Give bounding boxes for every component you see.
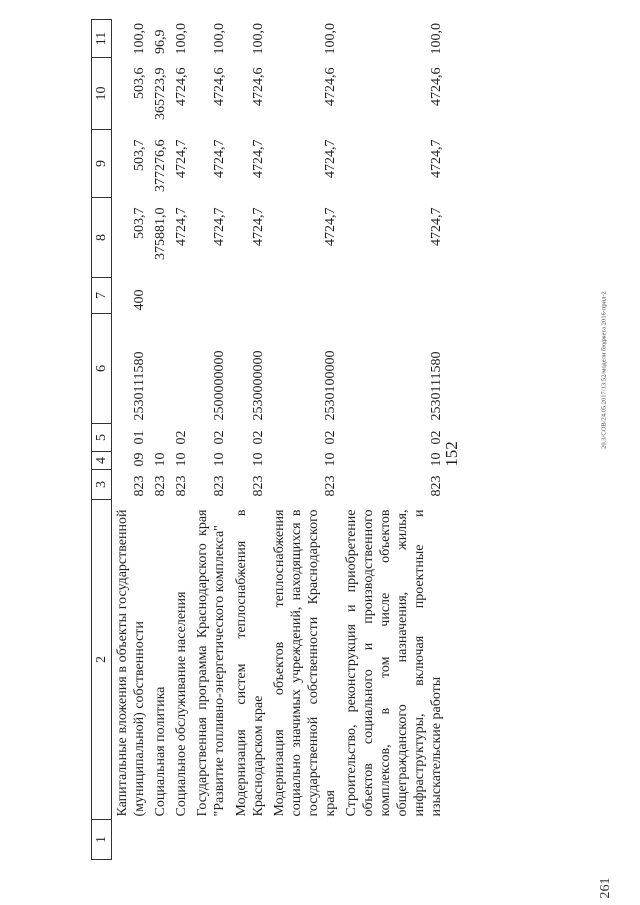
- cell-c8: 503,7: [132, 207, 148, 239]
- cell-c4: 10: [429, 452, 445, 467]
- cell-c3: 823: [322, 475, 338, 497]
- cell-c5: 02: [174, 430, 190, 445]
- footer-code: 20.3/СОВ/24.05.2017/13:52/модели бюджета 2016-прил-2: [600, 291, 608, 449]
- cell-c7: 400: [132, 289, 148, 311]
- cell-c10: 503,6: [132, 67, 148, 99]
- cell-c6: 2530111580: [132, 351, 148, 421]
- table-row: [192, 20, 230, 860]
- cell-c7: [171, 278, 192, 314]
- cell-c8: 4724,7: [174, 207, 190, 246]
- table-row: [269, 20, 341, 860]
- cell-c10: 4724,6: [429, 67, 445, 106]
- cell-c3: 823: [250, 475, 266, 497]
- cell-c6: 2530100000: [322, 350, 338, 421]
- cell-c9: 4724,7: [322, 139, 338, 178]
- cell-c5: 02: [322, 430, 338, 445]
- cell-c7: [269, 278, 341, 314]
- cell-c4: 09: [132, 452, 148, 467]
- cell-c9: 4724,7: [212, 139, 228, 178]
- cell-c9: 4724,7: [174, 139, 190, 178]
- cell-c7: [341, 278, 447, 314]
- cell-c10: 365723,9: [153, 67, 169, 120]
- cell-c6: [171, 314, 192, 424]
- cell-c9: 377276,6: [153, 139, 169, 192]
- column-number-header: [92, 20, 112, 860]
- col-number: 7: [92, 278, 112, 314]
- cell-c10: 4724,6: [322, 67, 338, 106]
- page-number: 152: [442, 441, 461, 467]
- table-row: [231, 20, 269, 860]
- cell-c11: 100,0: [212, 23, 228, 55]
- cell-c11: 100,0: [174, 23, 190, 55]
- col-number: 4: [92, 452, 112, 470]
- cell-c9: 503,7: [132, 139, 148, 171]
- cell-c4: 10: [212, 452, 228, 467]
- row-name: Социальная политика: [153, 686, 169, 817]
- col-number: 1: [92, 820, 112, 860]
- table-row: [112, 20, 151, 860]
- cell-c5: 01: [132, 430, 148, 445]
- table-row: [150, 20, 171, 860]
- col-number: 11: [92, 20, 112, 58]
- col-number: 9: [92, 130, 112, 198]
- cell-c10: 4724,6: [174, 67, 190, 106]
- cell-c10: 4724,6: [212, 67, 228, 106]
- cell-c9: 4724,7: [429, 139, 445, 178]
- cell-c11: 100,0: [250, 23, 266, 55]
- row-name: Модернизация объектов теплоснабжения социально значимых учреждений, находящихся в государственной собственности Краснодарского края: [271, 509, 338, 817]
- cell-c4: 10: [250, 452, 266, 467]
- cell-c8: 4724,7: [212, 207, 228, 246]
- cell-c3: 823: [153, 475, 169, 497]
- col-number: 5: [92, 424, 112, 452]
- row-name: Капитальные вложения в объекты государственной (муниципальной) собственности: [115, 509, 148, 817]
- cell-c6: 2530111580: [429, 351, 445, 421]
- cell-c6: 2530000000: [250, 350, 266, 421]
- cell-c3: 823: [429, 475, 445, 497]
- rotated-page: [91, 20, 541, 860]
- row-name: Модернизация систем теплоснабжения в Краснодарском крае: [233, 509, 266, 817]
- cell-c11: 100,0: [322, 23, 338, 55]
- cell-c11: 100,0: [429, 23, 445, 55]
- budget-table: [91, 19, 447, 860]
- cell-c5: 02: [212, 430, 228, 445]
- col-number: 3: [92, 470, 112, 500]
- col-number: 2: [92, 500, 112, 820]
- cell-c8: 4724,7: [322, 207, 338, 246]
- cell-c7: [231, 278, 269, 314]
- cell-c8: 4724,7: [429, 207, 445, 246]
- cell-c3: 823: [132, 475, 148, 497]
- cell-c5: 02: [429, 430, 445, 445]
- cell-c7: [192, 278, 230, 314]
- cell-c6: [150, 314, 171, 424]
- cell-c9: 4724,7: [250, 139, 266, 178]
- cell-c4: 10: [153, 452, 169, 467]
- cell-c7: [150, 278, 171, 314]
- cell-c3: 823: [174, 475, 190, 497]
- row-name: Строительство, реконструкция и приобретение объектов социального и производственного комплексов, в том числе объектов общегражданского назначения, жилья, инфраструктуры, включая проектные и изыскательские работы: [344, 509, 445, 817]
- cell-c11: 96,9: [153, 29, 169, 54]
- cell-c6: 2500000000: [212, 350, 228, 421]
- row-name: Государственная программа Краснодарского края "Развитие топливно-энергетического комплекса": [195, 509, 228, 817]
- table-row: [341, 20, 447, 860]
- col-number: 6: [92, 314, 112, 424]
- row-name: Социальное обслуживание населения: [174, 591, 190, 817]
- table-row: [171, 20, 192, 860]
- cell-c11: 100,0: [132, 23, 148, 55]
- cell-c3: 823: [212, 475, 228, 497]
- col-number: 10: [92, 58, 112, 130]
- col-number: 8: [92, 198, 112, 278]
- cell-c10: 4724,6: [250, 67, 266, 106]
- cell-c4: 10: [322, 452, 338, 467]
- cell-c4: 10: [174, 452, 190, 467]
- cell-c5: [150, 424, 171, 452]
- corner-number: 261: [598, 877, 613, 899]
- cell-c8: 375881,0: [153, 207, 169, 260]
- cell-c5: 02: [250, 430, 266, 445]
- cell-c8: 4724,7: [250, 207, 266, 246]
